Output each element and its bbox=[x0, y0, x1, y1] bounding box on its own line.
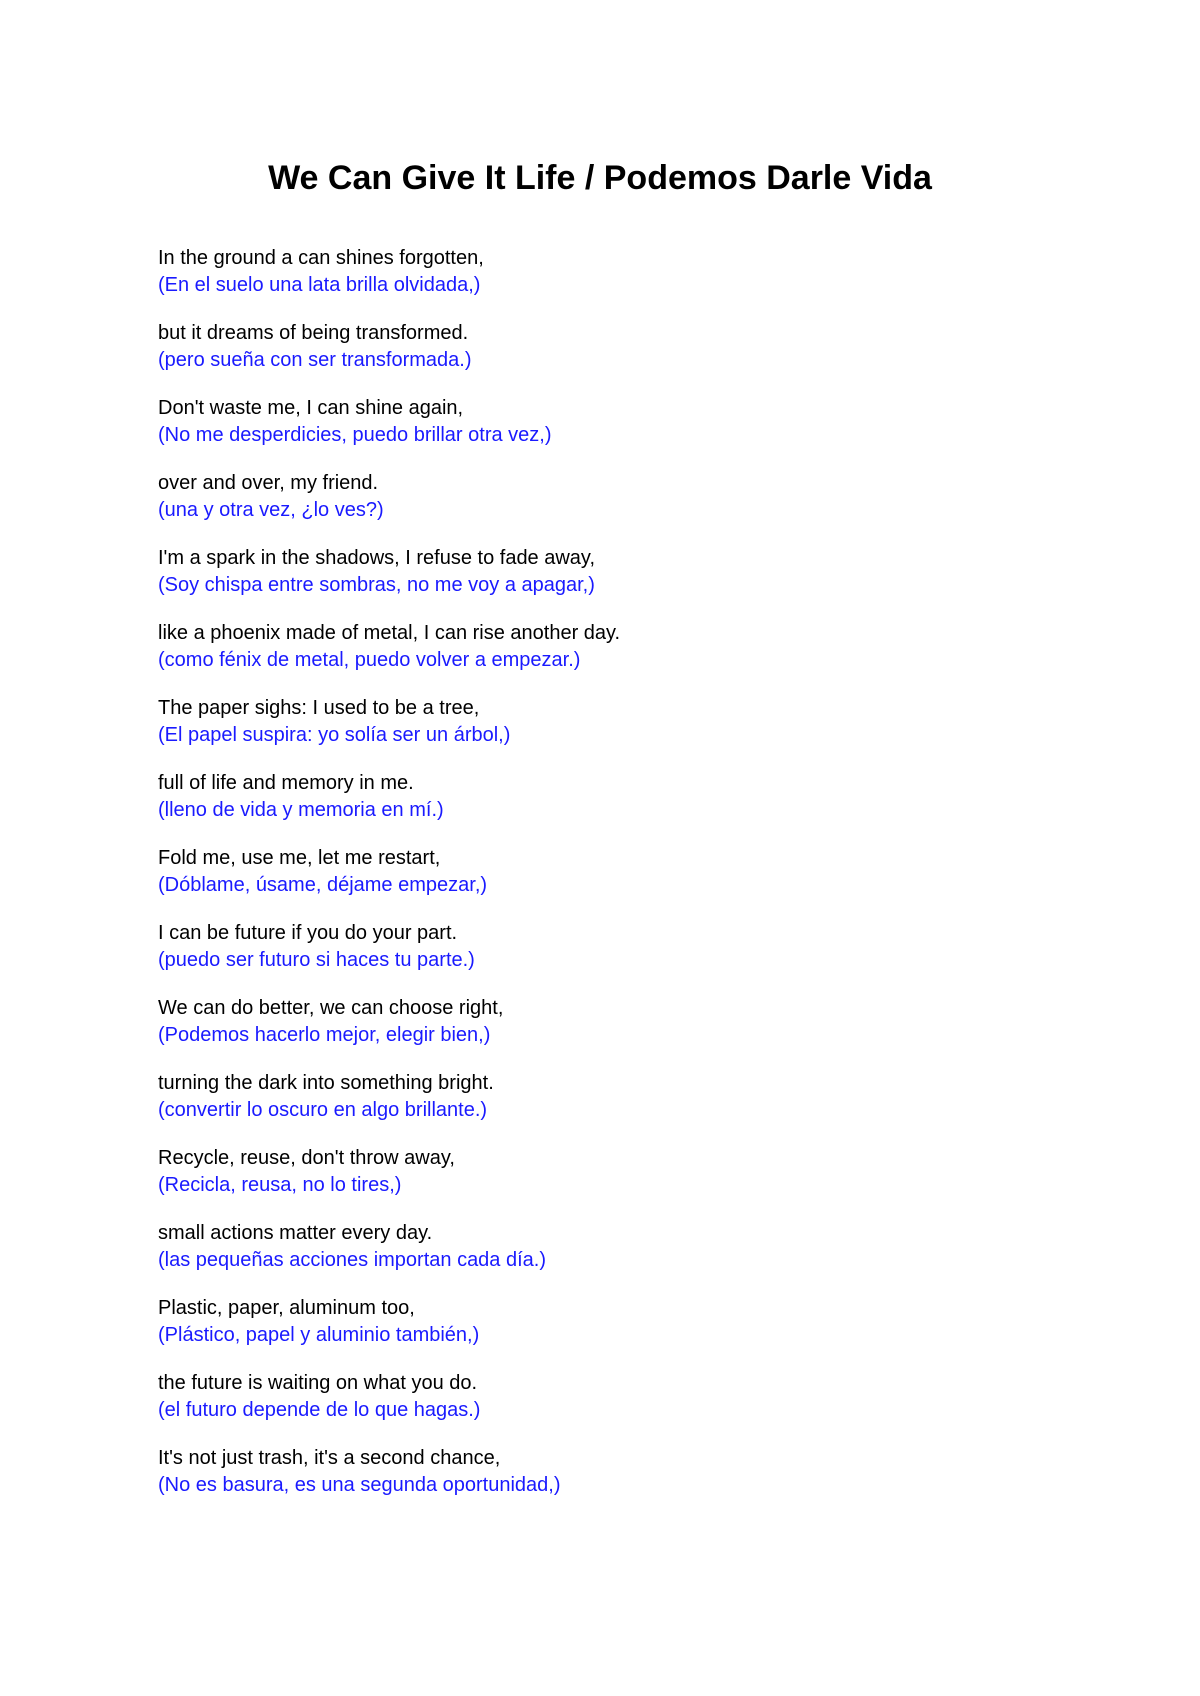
spanish-line: (el futuro depende de lo que hagas.) bbox=[158, 1399, 481, 1421]
english-line: I'm a spark in the shadows, I refuse to fade away, bbox=[158, 547, 596, 569]
english-line: We can do better, we can choose right, bbox=[158, 997, 504, 1019]
english-line: like a phoenix made of metal, I can rise another day. bbox=[158, 622, 621, 644]
poem-body bbox=[158, 245, 1118, 1520]
stanza bbox=[158, 1070, 1118, 1124]
spanish-line: (pero sueña con ser transformada.) bbox=[158, 349, 472, 371]
stanza bbox=[158, 695, 1118, 749]
english-line: full of life and memory in me. bbox=[158, 772, 414, 794]
english-line: the future is waiting on what you do. bbox=[158, 1372, 478, 1394]
spanish-line: (Recicla, reusa, no lo tires,) bbox=[158, 1174, 402, 1196]
stanza bbox=[158, 1445, 1118, 1499]
english-line: The paper sighs: I used to be a tree, bbox=[158, 697, 480, 719]
english-line: over and over, my friend. bbox=[158, 472, 379, 494]
stanza bbox=[158, 1295, 1118, 1349]
stanza bbox=[158, 395, 1118, 449]
stanza bbox=[158, 545, 1118, 599]
stanza bbox=[158, 920, 1118, 974]
english-line: but it dreams of being transformed. bbox=[158, 322, 469, 344]
stanza bbox=[158, 1220, 1118, 1274]
stanza bbox=[158, 245, 1118, 299]
spanish-line: (Podemos hacerlo mejor, elegir bien,) bbox=[158, 1024, 491, 1046]
stanza bbox=[158, 620, 1118, 674]
english-line: Don't waste me, I can shine again, bbox=[158, 397, 464, 419]
stanza bbox=[158, 770, 1118, 824]
spanish-line: (No es basura, es una segunda oportunidad,) bbox=[158, 1474, 561, 1496]
english-line: small actions matter every day. bbox=[158, 1222, 433, 1244]
spanish-line: (las pequeñas acciones importan cada día.) bbox=[158, 1249, 547, 1271]
stanza bbox=[158, 995, 1118, 1049]
page-title: We Can Give It Life / Podemos Darle Vida bbox=[268, 159, 932, 197]
english-line: Recycle, reuse, don't throw away, bbox=[158, 1147, 455, 1169]
stanza bbox=[158, 1145, 1118, 1199]
spanish-line: (una y otra vez, ¿lo ves?) bbox=[158, 499, 384, 521]
spanish-line: (como fénix de metal, puedo volver a empezar.) bbox=[158, 649, 581, 671]
spanish-line: (convertir lo oscuro en algo brillante.) bbox=[158, 1099, 488, 1121]
spanish-line: (Dóblame, úsame, déjame empezar,) bbox=[158, 874, 488, 896]
stanza bbox=[158, 845, 1118, 899]
spanish-line: (Soy chispa entre sombras, no me voy a apagar,) bbox=[158, 574, 595, 596]
spanish-line: (Plástico, papel y aluminio también,) bbox=[158, 1324, 480, 1346]
english-line: Plastic, paper, aluminum too, bbox=[158, 1297, 415, 1319]
stanza bbox=[158, 320, 1118, 374]
spanish-line: (El papel suspira: yo solía ser un árbol,) bbox=[158, 724, 511, 746]
stanza bbox=[158, 470, 1118, 524]
english-line: It's not just trash, it's a second chance, bbox=[158, 1447, 501, 1469]
spanish-line: (No me desperdicies, puedo brillar otra vez,) bbox=[158, 424, 552, 446]
english-line: I can be future if you do your part. bbox=[158, 922, 458, 944]
spanish-line: (lleno de vida y memoria en mí.) bbox=[158, 799, 444, 821]
english-line: In the ground a can shines forgotten, bbox=[158, 247, 484, 269]
spanish-line: (En el suelo una lata brilla olvidada,) bbox=[158, 274, 481, 296]
spanish-line: (puedo ser futuro si haces tu parte.) bbox=[158, 949, 475, 971]
english-line: turning the dark into something bright. bbox=[158, 1072, 494, 1094]
english-line: Fold me, use me, let me restart, bbox=[158, 847, 441, 869]
stanza bbox=[158, 1370, 1118, 1424]
